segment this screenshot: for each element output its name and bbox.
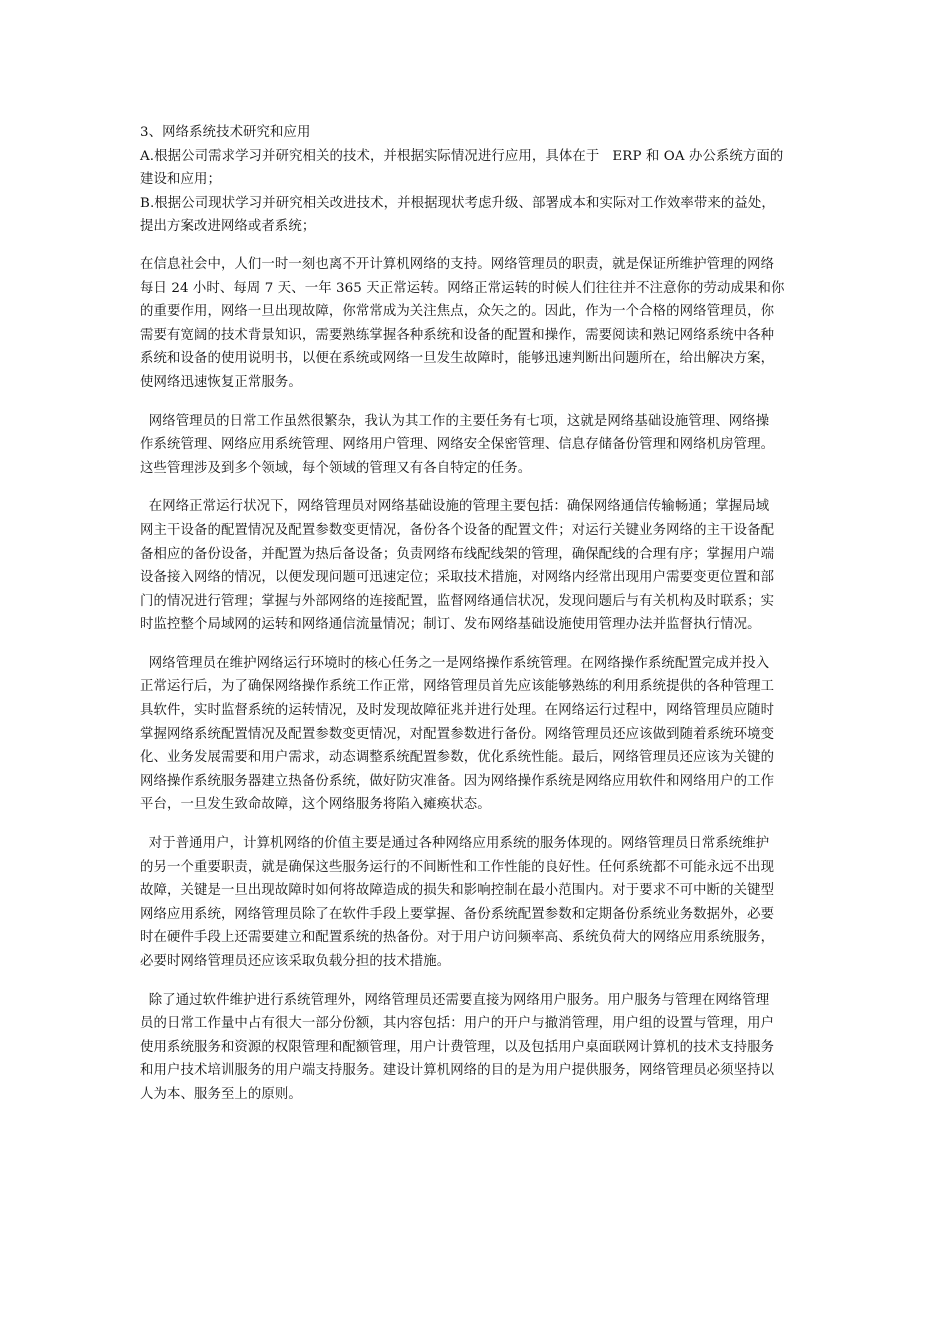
paragraph-line: 除了通过软件维护进行系统管理外，网络管理员还需要直接为网络用户服务。用户服务与管理在网络管理 [140,992,770,1008]
paragraph-line: 化、业务发展需要和用户需求，动态调整系统配置参数，优化系统性能。最后，网络管理员还应该为关键的 [140,750,775,766]
paragraph-line: 每日 24 小时、每周 7 天、一年 365 天正常运转。网络正常运转的时候人们往往并不注意你的劳动成果和你 [140,280,785,296]
paragraph-line: 网络管理员的日常工作虽然很繁杂，我认为其工作的主要任务有七项，这就是网络基础设施管理、网络操 [140,413,770,429]
document-page [140,121,812,1107]
paragraph-line: 掌握网络系统配置情况及配置参数变更情况，对配置参数进行备份。网络管理员还应该做到随着系统环境变 [140,726,775,742]
item-b-line: B.根据公司现状学习并研究相关改进技术，并根据现状考虑升级、部署成本和实际对工作效率带来的益处， [140,195,775,211]
paragraph-line: 这些管理涉及到多个领域，每个领域的管理又有各自特定的任务。 [140,460,532,476]
paragraph-6 [140,989,812,1107]
paragraph-1 [140,253,812,395]
paragraph-line: 的另一个重要职责，就是确保这些服务运行的不间断性和工作性能的良好性。任何系统都不可能永远不出现 [140,859,775,875]
paragraph-line: 门的情况进行管理；掌握与外部网络的连接配置，监督网络通信状况，发现问题后与有关机构及时联系；实 [140,593,775,609]
paragraph-3 [140,495,812,637]
paragraph-line: 在信息社会中，人们一时一刻也离不开计算机网络的支持。网络管理员的职责，就是保证所维护管理的网络 [140,256,775,272]
paragraph-line: 设备接入网络的情况，以便发现问题可迅速定位；采取技术措施，对网络内经常出现用户需要变更位置和部 [140,570,775,586]
paragraph-line: 的重要作用，网络一旦出现故障，你常常成为关注焦点，众矢之的。因此，作为一个合格的网络管理员，你 [140,304,775,320]
paragraph-line: 作系统管理、网络应用系统管理、网络用户管理、网络安全保密管理、信息存储备份管理和网络机房管理。 [140,437,775,453]
paragraph-line: 使用系统服务和资源的权限管理和配额管理，用户计费管理，以及包括用户桌面联网计算机的技术支持服务 [140,1039,775,1055]
paragraph-line: 时在硬件手段上还需要建立和配置系统的热备份。对于用户访问频率高、系统负荷大的网络应用系统服务， [140,930,775,946]
paragraph-line: 故障，关键是一旦出现故障时如何将故障造成的损失和影响控制在最小范围内。对于要求不可中断的关键型 [140,883,775,899]
paragraph-line: 和用户技术培训服务的用户端支持服务。建设计算机网络的目的是为用户提供服务，网络管理员必须坚持以 [140,1063,775,1079]
paragraph-line: 具软件，实时监督系统的运转情况，及时发现故障征兆并进行处理。在网络运行过程中，网络管理员应随时 [140,703,775,719]
paragraph-line: 网络管理员在维护网络运行环境时的核心任务之一是网络操作系统管理。在网络操作系统配置完成并投入 [140,655,770,671]
paragraph-4 [140,652,812,817]
paragraph-line: 平台，一旦发生致命故障，这个网络服务将陷入瘫痪状态。 [140,797,491,813]
paragraph-line: 使网络迅速恢复正常服务。 [140,374,302,390]
item-b-line: 提出方案改进网络或者系统； [140,219,316,235]
paragraph-line: 在网络正常运行状况下，网络管理员对网络基础设施的管理主要包括：确保网络通信传输畅通；掌握局域 [140,499,770,515]
item-b [140,192,812,239]
paragraph-line: 网络应用系统，网络管理员除了在软件手段上要掌握、备份系统配置参数和定期备份系统业务数据外，必要 [140,906,775,922]
paragraph-line: 员的日常工作量中占有很大一部分份额，其内容包括：用户的开户与撤消管理，用户组的设置与管理，用户 [140,1016,775,1032]
paragraph-line: 必要时网络管理员还应该采取负载分担的技术措施。 [140,954,451,969]
paragraph-line: 备相应的备份设备，并配置为热后备设备；负责网络布线配线架的管理，确保配线的合理有序；掌握用户端 [140,546,775,562]
paragraph-line: 需要有宽阔的技术背景知识，需要熟练掌握各种系统和设备的配置和操作，需要阅读和熟记网络系统中各种 [140,327,775,343]
paragraph-line: 时监控整个局域网的运转和网络通信流量情况；制订、发布网络基础设施使用管理办法并监督执行情况。 [140,617,761,633]
paragraph-line: 网主干设备的配置情况及配置参数变更情况，备份各个设备的配置文件；对运行关键业务网络的主干设备配 [140,522,775,538]
paragraph-line: 网络操作系统服务器建立热备份系统，做好防灾准备。因为网络操作系统是网络应用软件和网络用户的工作 [140,773,775,789]
paragraph-line: 系统和设备的使用说明书，以便在系统或网络一旦发生故障时，能够迅速判断出问题所在，给出解决方案， [140,351,775,367]
item-a-line: A.根据公司需求学习并研究相关的技术，并根据实际情况进行应用，具体在于 ERP 和 OA 办公系统方面的 [140,148,784,164]
section-heading: 3、网络系统技术研究和应用 [140,125,311,140]
item-a [140,145,812,192]
item-a-line: 建设和应用； [140,172,221,188]
paragraph-line: 人为本、服务至上的原则。 [140,1086,302,1102]
paragraph-5 [140,832,812,974]
paragraph-line: 对于普通用户，计算机网络的价值主要是通过各种网络应用系统的服务体现的。网络管理员日常系统维护 [140,836,770,852]
paragraph-line: 正常运行后，为了确保网络操作系统工作正常，网络管理员首先应该能够熟练的利用系统提供的各种管理工 [140,679,775,695]
paragraph-2 [140,410,812,481]
